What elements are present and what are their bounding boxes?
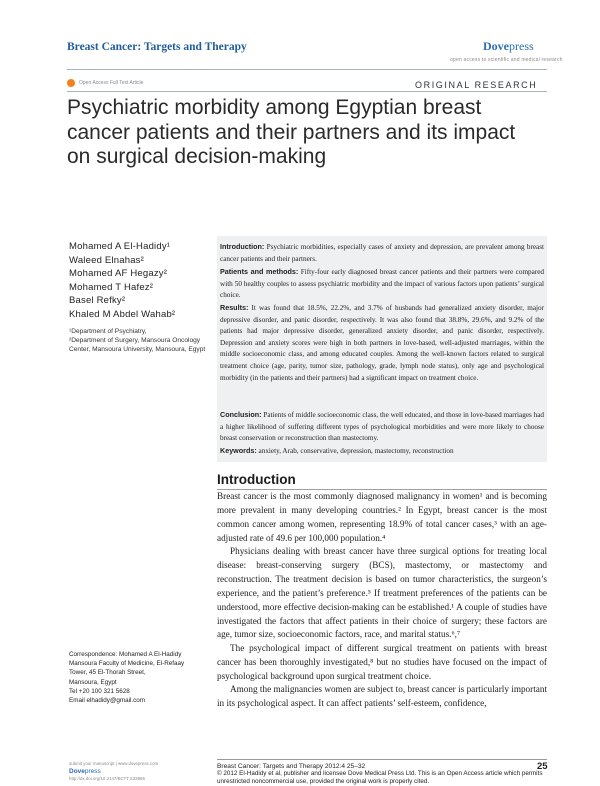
footer-publisher-logo[interactable]: Dovepress xyxy=(69,768,101,775)
abstract-label: Introduction: xyxy=(220,242,265,251)
body-paragraph: The psychological impact of different surgical treatment on patients with breast cancer has been thoroughly investigated,⁸ but no studies have focused on the impact of psychological background upon surgical treatment choice. xyxy=(217,643,547,681)
abstract-box xyxy=(217,236,547,462)
body-paragraph: Breast cancer is the most commonly diagnosed malignancy in women¹ and is becoming more prevalent in many developing countries.² In Egypt, breast cancer is the most common cancer among women, representing 18.9% of total cancer cases,³ with an age-adjusted rate of 49.6 per 100,000 population.⁴ xyxy=(217,491,547,543)
publisher-logo[interactable] xyxy=(483,39,534,54)
abstract-keywords: Keywords: anxiety, Arab, conservative, depression, mastectomy, reconstruction xyxy=(220,446,454,455)
header-divider xyxy=(67,69,547,70)
body-paragraph: Physicians dealing with breast cancer have three surgical options for treating local disease: breast-conserving surgery (BCS), mastectomy, or mastectomy and reconstruction. The treatment decision is based on tumor characteristics, the surgeon’s experience, and the patient’s preference.⁵ If treatment preferences of the patients can be understood, more effective decision-making can be established.¹ A couple of studies have investigated the factors that affect patients in their choice of surgery; these factors are age, tumor size, socioeconomic factors, race, and marital status.⁶,⁷ xyxy=(217,546,547,640)
open-access-label: Open Access Full Text Article xyxy=(79,80,144,86)
correspondence-line: Tel +20 100 321 5628 xyxy=(69,687,130,695)
author-name[interactable]: Mohamed AF Hegazy² xyxy=(69,268,168,279)
correspondence-email[interactable]: Email elhadidy@gmail.com xyxy=(69,697,146,705)
publisher-tagline: open access to scientific and medical research xyxy=(450,57,563,63)
affiliation: ²Department of Surgery, Mansoura Oncology Center, Mansoura University, Mansoura, Egypt xyxy=(69,336,206,353)
correspondence-line: Mansoura, Egypt xyxy=(69,678,117,686)
open-access-lock-icon xyxy=(67,79,75,87)
body-paragraph: Among the malignancies women are subject to, breast cancer is particularly important in its psychological aspect. It can affect patients’ self-esteem, confidence, xyxy=(217,684,547,708)
abstract-introduction: Introduction: Psychiatric morbidities, especially cases of anxiety and depression, are prevalent among breast cancer patients and their partners. xyxy=(220,242,545,263)
brand-rest: press xyxy=(509,39,534,53)
abstract-conclusion: Conclusion: Patients of middle socioeconomic class, the well educated, and those in love-based marriages had a higher likelihood of suffering different types of psychological morbidities and were more likely to choose breast conservation or reconstruction than mastectomy. xyxy=(220,410,545,443)
author-list xyxy=(69,240,209,321)
author-name[interactable]: Basel Refky² xyxy=(69,295,126,306)
affiliations xyxy=(69,328,209,354)
correspondence-line: Tower, 45 El-Thorah Street, xyxy=(69,669,146,677)
copyright-notice: © 2012 El-Hadidy et al, publisher and licensee Dove Medical Press Ltd. This is an Open Access article which permits unrestricted noncommercial use, provided the original work is properly cited. xyxy=(217,770,543,785)
correspondence-line: Mansoura Faculty of Medicine, El-Refaay xyxy=(69,660,185,668)
correspondence-line: Correspondence: Mohamed A El-Hadidy xyxy=(69,651,182,658)
abstract-methods: Patients and methods: Fifty-four early diagnosed breast cancer patients and their partners were compared with 50 healthy couples to assess psychiatric morbidity and the impact of various factors upon patients’ surgical choice. xyxy=(220,267,544,300)
submit-manuscript-link[interactable]: submit your manuscript | www.dovepress.com xyxy=(69,761,159,766)
section-heading: Introduction xyxy=(217,472,296,487)
footer-journal-ref: Breast Cancer: Targets and Therapy 2012:4 25–32 xyxy=(217,763,366,770)
abstract-label: Conclusion: xyxy=(220,410,262,419)
footer-divider xyxy=(217,759,547,760)
author-name[interactable]: Waleed Elnahas² xyxy=(69,254,144,266)
correspondence-block xyxy=(69,650,209,705)
brand-bold: Dove xyxy=(483,39,509,53)
abstract-label: Patients and methods: xyxy=(220,267,299,276)
abstract-results: Results: It was found that 18.5%, 22.2%, and 3.7% of husbands had generalized anxiety disorder, major depressive disorder, and panic disorder, respectively. It was also found that 38.8%, 29.6%, and 9.2% of the patients had major depressive disorder, generalized anxiety disorder, and panic disorder, respectively. Depression and anxiety scores were high in both partners in love-based, well-adjusted marriages, within the middle socioeconomic class, and among educated couples. Among the well-known factors related to surgical treatment choice (age, parity, tumor size, pathology, grade, lymph node status), only age and psychological morbidity (in the patients and their partners) had a significant impact on treatment choice. xyxy=(220,303,544,382)
section-label: ORIGINAL RESEARCH xyxy=(415,80,538,90)
abstract-label: Results: xyxy=(220,303,249,312)
author-name[interactable]: Mohamed T Hafez² xyxy=(69,281,154,293)
affiliation: ¹Department of Psychiatry, xyxy=(69,328,147,335)
article-title: Psychiatric morbidity among Egyptian breast cancer patients and their partners and its impact on surgical decision-making xyxy=(67,96,516,168)
author-name[interactable]: Mohamed A El-Hadidy¹ xyxy=(69,241,171,252)
doi-link[interactable]: http://dx.doi.org/10.2147/BCTT.S33966 xyxy=(69,776,145,781)
journal-title: Breast Cancer: Targets and Therapy xyxy=(67,41,247,53)
title-divider xyxy=(67,91,547,92)
page-number: 25 xyxy=(537,761,548,772)
abstract-label: Keywords: xyxy=(220,446,257,455)
author-name[interactable]: Khaled M Abdel Wahab² xyxy=(69,308,176,320)
